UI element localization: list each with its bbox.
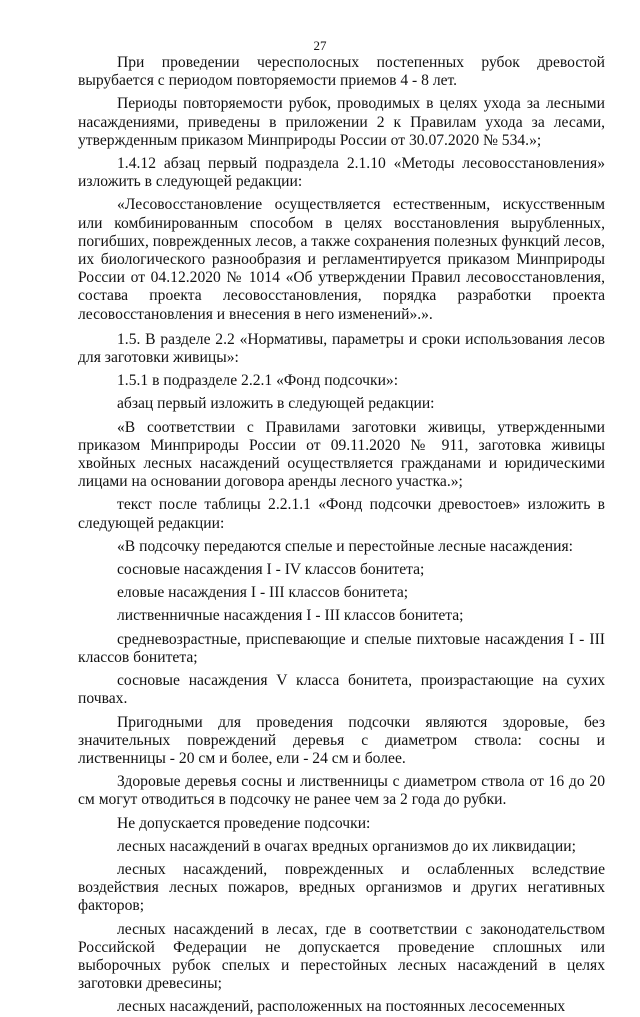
paragraph: «В подсочку передаются спелые и перестойные лесные насаждения: bbox=[117, 537, 573, 555]
list-item: лиственничные насаждения I - III классов бонитета; bbox=[117, 607, 464, 625]
list-item: сосновые насаждения I - IV классов бонитета; bbox=[117, 561, 425, 579]
list-item: еловые насаждения I - III классов бонитета; bbox=[117, 584, 409, 602]
paragraph: 1.5.1 в подразделе 2.2.1 «Фонд подсочки»: bbox=[117, 372, 399, 390]
paragraph: абзац первый изложить в следующей редакции: bbox=[117, 395, 435, 413]
document-body bbox=[78, 54, 605, 1017]
list-item: лесных насаждений в очагах вредных организмов до их ликвидации; bbox=[117, 837, 576, 855]
paragraph: 1.5. В разделе 2.2 «Нормативы, параметры и сроки использования лесов для заготовки живицы»: bbox=[78, 330, 605, 367]
list-item: лесных насаждений в лесах, где в соответствии с законодательством Российской Федерации не допускается проведение сплошных или выборочных рубок спелых и перестойных лесных насаждений в целях заготовки древесины; bbox=[78, 920, 605, 993]
list-item: лесных насаждений, расположенных на постоянных лесосеменных bbox=[117, 998, 566, 1016]
paragraph: текст после таблицы 2.2.1.1 «Фонд подсочки древостоев» изложить в следующей редакции: bbox=[78, 496, 605, 532]
list-item: сосновые насаждения V класса бонитета, произрастающие на сухих почвах. bbox=[78, 672, 605, 708]
page-number: 27 bbox=[313, 38, 327, 53]
paragraph: При проведении чересполосных постепенных рубок древостой вырубается с периодом повторяемости приемов 4 - 8 лет. bbox=[78, 54, 605, 90]
paragraph: 1.4.12 абзац первый подраздела 2.1.10 «Методы лесовосстановления» изложить в следующей редакции: bbox=[78, 155, 605, 191]
paragraph: «В соответствии с Правилами заготовки живицы, утвержденными приказом Минприроды России от 09.11.2020 № 911, заготовка живицы хвойных лесных насаждений осуществляется гражданами и юридическими лицами на основании договора аренды лесного участка.»; bbox=[78, 418, 605, 491]
paragraph: Периоды повторяемости рубок, проводимых в целях ухода за лесными насаждениями, приведены в приложении 2 к Правилам ухода за лесами, утвержденным приказом Минприроды России от 30.07.2020 № 534.»; bbox=[78, 95, 605, 149]
paragraph: Пригодными для проведения подсочки являются здоровые, без значительных повреждений деревья с диаметром ствола: сосны и лиственницы - 20 см и более, ели - 24 см и более. bbox=[78, 713, 605, 767]
paragraph: «Лесовосстановление осуществляется естественным, искусственным или комбинированным способом в целях восстановления вырубленных, погибших, поврежденных лесов, а также сохранения полезных функций лесов, их биологического разнообразия и регламентируется приказом Минприроды России от 04.12.2020 № 1014 «Об утверждении Правил лесовосстановления, состава проекта лесовосстановления, порядка разработки проекта лесовосстановления и внесения в него изменений».». bbox=[78, 196, 605, 323]
list-item: средневозрастные, приспевающие и спелые пихтовые насаждения I - III классов бонитета; bbox=[78, 630, 605, 666]
list-item: лесных насаждений, поврежденных и ослабленных вследствие воздействия лесных пожаров, вредных организмов и других негативных факторов; bbox=[78, 860, 605, 915]
paragraph: Не допускается проведение подсочки: bbox=[117, 814, 371, 832]
paragraph: Здоровые деревья сосны и лиственницы с диаметром ствола от 16 до 20 см могут отводиться в подсочку не ранее чем за 2 года до рубки. bbox=[78, 773, 605, 809]
